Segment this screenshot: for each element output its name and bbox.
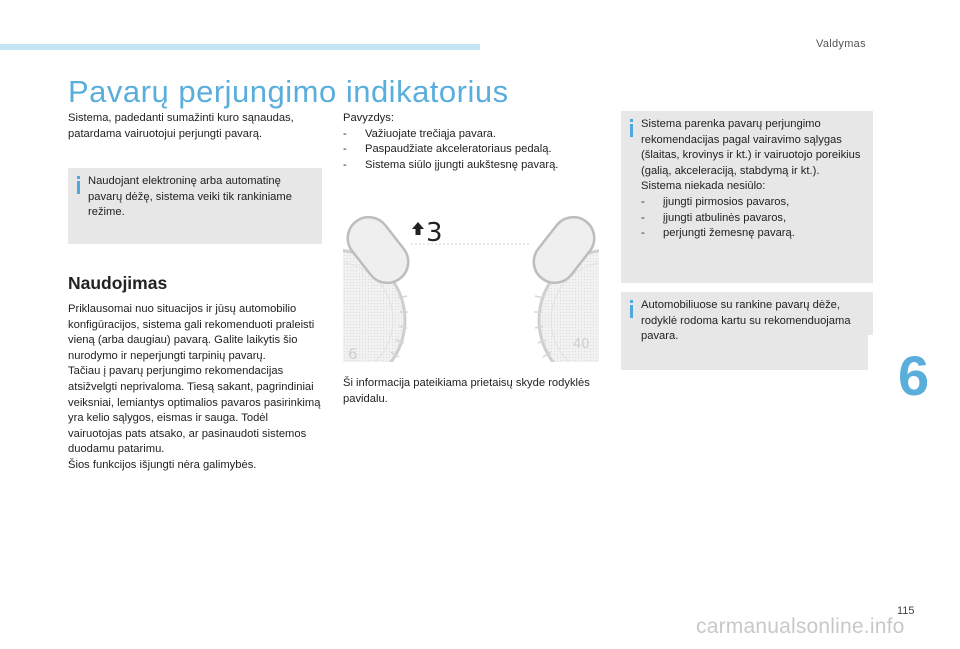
note-never-label: Sistema niekada nesiūlo: — [641, 180, 766, 193]
note-intro: Sistema parenka pavarų perjungimo rekomendacijas pagal vairavimo sąlygas (šlaitas, krovinys ir kt.) ir vairuotojo poreikius (galią, akceleraciją, stabdymą ir kt.). — [641, 118, 861, 177]
chapter-number: 6 — [898, 344, 930, 407]
info-icon — [630, 300, 633, 318]
note-text: Automobiliuose su rankine pavarų dėže, rodyklė rodoma kartu su rekomenduojama pavara. — [641, 299, 851, 343]
example-steps — [343, 127, 605, 174]
recommended-gear: 3 — [426, 218, 443, 248]
never-list-item: - įjungti atbulinės pavaros, — [641, 211, 865, 227]
never-list-item: - įjungti pirmosios pavaros, — [641, 195, 865, 211]
note-box-conditions — [621, 111, 873, 283]
example-label: Pavyzdys: — [343, 112, 394, 124]
instrument-cluster-image — [343, 200, 599, 362]
usage-paragraph-3: Šios funkcijos išjungti nėra galimybės. — [68, 458, 257, 471]
cluster-caption: Ši informacija pateikiama prietaisų skyde rodyklės pavidalu. — [343, 377, 590, 405]
note-content — [641, 117, 865, 242]
note-text: Naudojant elektroninę arba automatinę pavarų dėžę, sistema veiki tik rankiniame režime. — [88, 175, 292, 219]
header-accent-bar — [0, 44, 480, 50]
section-heading: Naudojimas — [68, 273, 168, 293]
instrument-cluster-illustration — [343, 200, 599, 362]
info-icon — [630, 119, 633, 137]
note-box-automatic — [68, 168, 322, 244]
section-name: Valdymas — [816, 38, 866, 50]
note-box-manual — [621, 292, 873, 370]
usage-paragraph-1: Priklausomai nuo situacijos ir jūsų automobilio konfigūracijos, sistema gali rekomenduoti praleisti vieną (arba daugiau) pavarą. Galite laikytis šio nurodymo ir neperjungti tarpinių pavarų. — [68, 303, 315, 362]
tach-tick-label: 6 — [348, 345, 358, 362]
speedo-tick-label: 40 — [573, 337, 590, 352]
intro-paragraph: Sistema, padedanti sumažinti kuro sąnaudas, patardama vairuotojui perjungti pavarą. — [68, 112, 294, 140]
watermark: carmanualsonline.info — [696, 615, 905, 638]
never-list — [641, 195, 865, 242]
example-block — [343, 111, 605, 173]
example-step: - Sistema siūlo įjungti aukštesnę pavarą. — [343, 158, 605, 174]
usage-paragraph-2: Tačiau į pavarų perjungimo rekomendacijas atsižvelgti neprivaloma. Tiesą sakant, pagrindiniai veiksniai, lemiantys optimalios pavaros pasirinkimą yra kelio sąlygos, eismas ir sauga. Todėl vairuotojas pats atsako, ar pasinaudoti sistemos duodamu patarimu. — [68, 365, 321, 456]
never-list-item: - perjungti žemesnę pavarą. — [641, 226, 865, 242]
info-icon — [77, 176, 80, 194]
example-step: - Paspaudžiate akceleratoriaus pedalą. — [343, 142, 605, 158]
usage-text — [68, 302, 322, 474]
page-number: 115 — [897, 605, 915, 617]
example-step: - Važiuojate trečiąja pavara. — [343, 127, 605, 143]
page-title: Pavarų perjungimo indikatorius — [68, 74, 509, 109]
